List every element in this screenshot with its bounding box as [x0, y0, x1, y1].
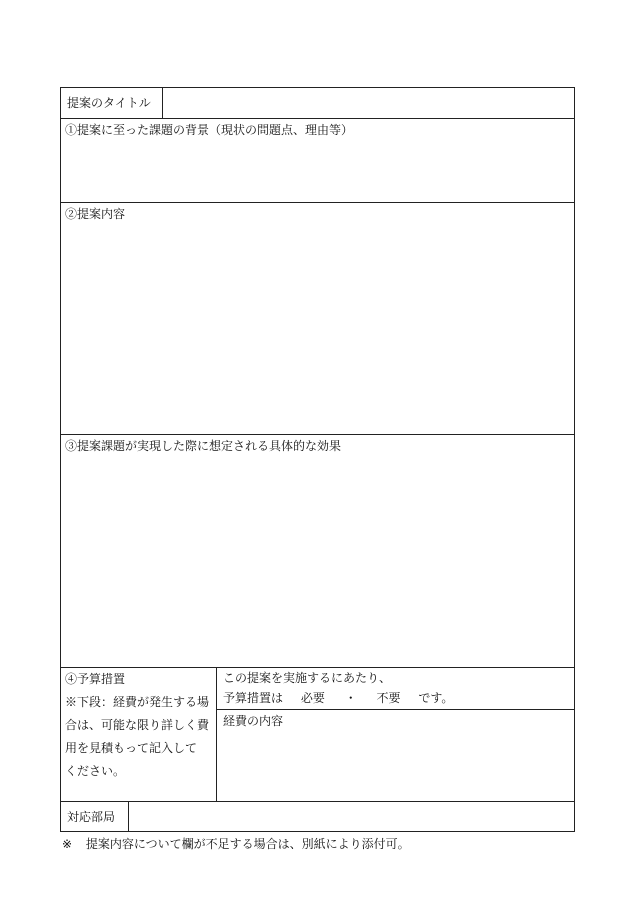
option-required[interactable]: 必要	[300, 691, 325, 705]
budget-label-block	[65, 668, 215, 783]
cost-label: 経費の内容	[223, 714, 284, 728]
option-not-required[interactable]: 不要	[376, 691, 401, 705]
budget-note-line: ください。	[65, 764, 126, 778]
budget-note-line: 合は、可能な限り詳しく費	[65, 718, 210, 732]
cost-field[interactable]	[223, 733, 568, 797]
row-divider	[61, 434, 574, 435]
proposal-form	[60, 87, 575, 832]
budget-statement-line1: この提案を実施するにあたり、	[223, 671, 392, 685]
budget-statement-prefix: 予算措置は	[223, 691, 284, 705]
column-divider	[162, 88, 163, 118]
department-label: 対応部局	[67, 810, 116, 824]
budget-statement-line2	[223, 690, 453, 706]
background-label: ①提案に至った課題の背景（現状の問題点、理由等）	[65, 123, 354, 137]
row-divider	[61, 801, 574, 802]
column-divider	[128, 801, 129, 831]
column-divider	[216, 667, 217, 801]
row-divider	[216, 709, 574, 710]
proposal-label: ②提案内容	[65, 207, 126, 221]
department-field[interactable]	[135, 809, 568, 825]
budget-statement-suffix: です。	[418, 691, 454, 705]
footnote	[62, 836, 410, 852]
row-divider	[61, 202, 574, 203]
footnote-text: 提案内容について欄が不足する場合は、別紙により添付可。	[85, 837, 410, 851]
budget-label: ④予算措置	[65, 672, 126, 686]
footnote-mark: ※	[62, 837, 73, 851]
budget-note-line: 用を見積もって記入して	[65, 741, 198, 755]
budget-note-line: ※下段：経費が発生する場	[65, 695, 210, 709]
effect-field[interactable]	[65, 458, 570, 663]
row-divider	[61, 118, 574, 119]
title-field[interactable]	[169, 95, 569, 111]
effect-label: ③提案課題が実現した際に想定される具体的な効果	[65, 439, 342, 453]
proposal-field[interactable]	[65, 226, 570, 430]
background-field[interactable]	[65, 142, 570, 198]
title-label: 提案のタイトル	[67, 96, 151, 110]
option-separator: ・	[344, 691, 357, 705]
